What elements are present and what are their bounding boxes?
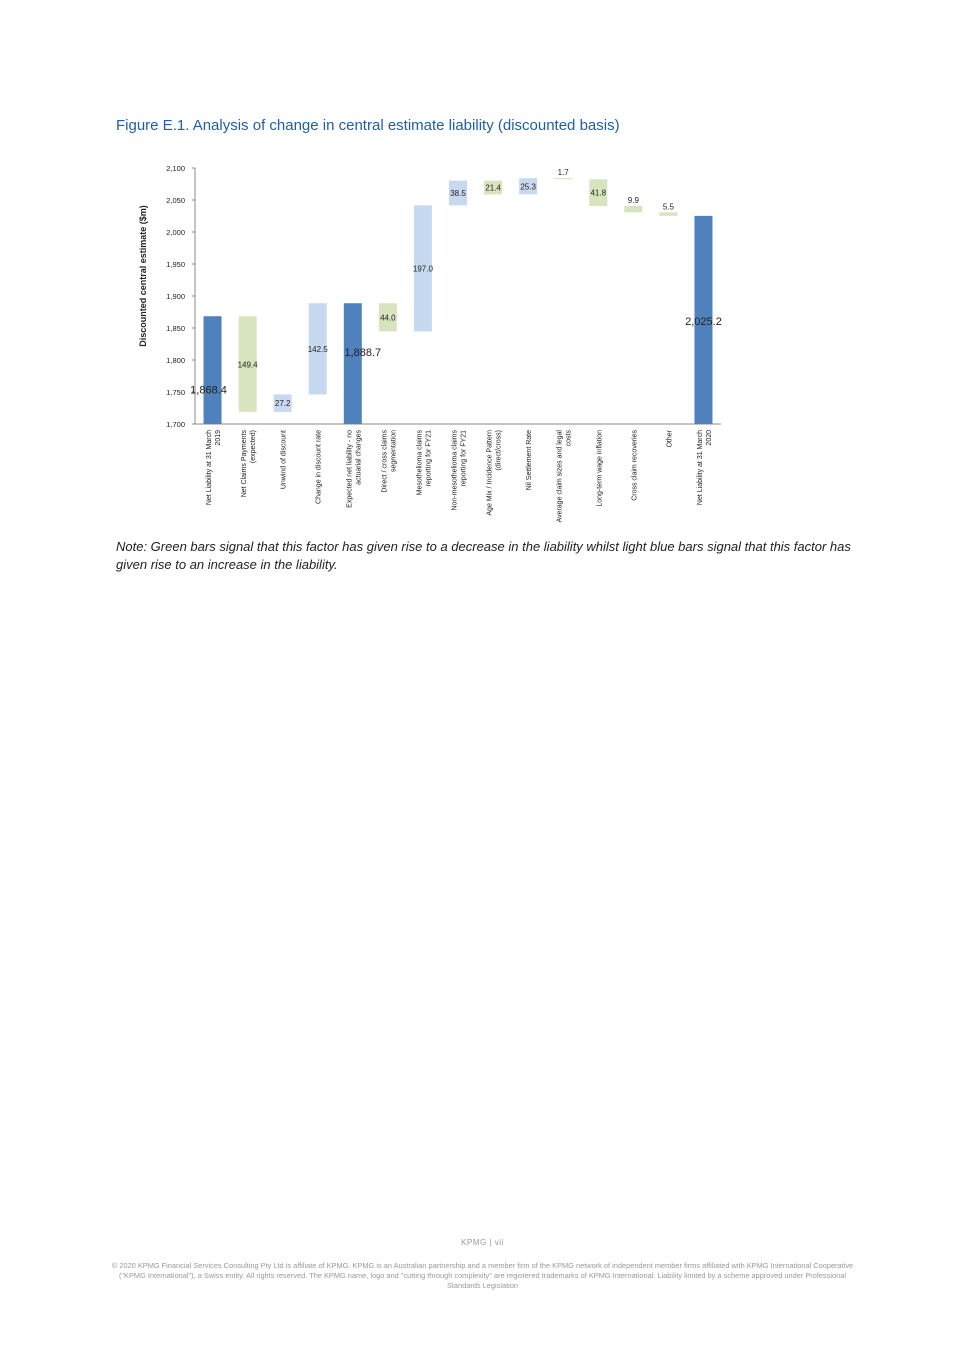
bars-group: [204, 178, 713, 424]
x-category-label: [452, 430, 468, 511]
bar-value-label: 27.2: [274, 399, 291, 409]
x-category-label-line: Change in discount rate: [315, 430, 323, 504]
y-tick-label: 2,100: [166, 164, 185, 173]
x-category-label: [666, 429, 673, 447]
bar-value-label: 197.0: [412, 264, 433, 274]
y-tick-label: 1,850: [166, 324, 185, 333]
x-category-label-line: costs: [565, 430, 573, 447]
x-category-label-line: Average claim sizes and legal: [556, 430, 564, 523]
x-category-label-line: Cross claim recoveries: [631, 430, 639, 501]
y-tick-label: 1,900: [166, 292, 185, 301]
x-category-label-line: reporting for FY21: [425, 430, 433, 487]
x-axis-labels-group: [206, 429, 713, 522]
x-category-label-line: (expected): [250, 430, 258, 464]
x-category-label-line: 2019: [215, 430, 223, 446]
bar-value-label: 38.5: [450, 188, 466, 198]
waterfall-chart: [0, 0, 965, 530]
x-category-label-line: Unwind of discount: [280, 430, 288, 490]
x-category-label: [416, 430, 432, 496]
bar-value-label: 2,025.2: [685, 315, 722, 328]
x-category-label-line: Direct / cross claims: [381, 430, 389, 493]
bar-value-label: 44.0: [380, 313, 396, 323]
x-category-label-line: Long-term wage inflation: [596, 430, 604, 507]
x-category-label: [631, 430, 638, 501]
x-category-label: [316, 430, 323, 504]
y-tick-label: 1,950: [166, 260, 185, 269]
figure-title: Figure E.1. Analysis of change in central estimate liability (discounted basis): [116, 117, 620, 134]
x-category-label: [281, 430, 288, 489]
x-category-label: [346, 430, 362, 508]
x-category-label-line: Net Liability at 31 March: [696, 430, 704, 506]
page-number: KPMG | vii: [461, 1238, 504, 1247]
x-category-label: [381, 430, 397, 493]
y-axis-label: Discounted central estimate ($m): [138, 205, 148, 347]
x-category-label-line: Non-mesothelioma claims: [451, 430, 459, 511]
bar-decrease: [659, 212, 677, 216]
bar-value-label: 5.5: [662, 202, 674, 212]
bar-value-label: 1,868.4: [190, 384, 227, 397]
bar-total: [204, 316, 222, 424]
bar-value-label: 9.9: [627, 196, 639, 206]
x-category-label: [526, 430, 533, 490]
x-category-label-line: Net Claims Payments: [241, 430, 249, 498]
y-tick-label: 2,000: [166, 228, 185, 237]
y-tick-label: 2,050: [166, 196, 185, 205]
x-category-label: [557, 430, 573, 523]
x-category-label-line: 2020: [705, 430, 713, 446]
figure-note: Note: Green bars signal that this factor has given rise to a decrease in the liability whilst light blue bars signal that this factor has given rise to an increase in the liability.: [116, 539, 851, 572]
bar-value-label: 25.3: [520, 182, 536, 192]
bar-decrease: [554, 178, 572, 179]
x-category-label-line: actuarial changes: [355, 430, 363, 485]
x-category-label-line: Expected net liability - no: [346, 430, 354, 508]
x-category-label-line: Nil Settlement Rate: [526, 430, 534, 491]
x-category-label: [241, 430, 257, 498]
x-category-label-line: Age Mix / Incidence Pattern: [486, 430, 494, 516]
x-category-label-line: (direct/cross): [495, 430, 503, 471]
x-category-label-line: reporting for FY21: [460, 430, 468, 487]
bar-value-label: 1.7: [557, 168, 569, 178]
y-tick-label: 1,700: [166, 420, 185, 429]
bar-decrease: [624, 206, 642, 212]
bar-value-label: 149.4: [237, 360, 258, 370]
bar-value-label: 142.5: [307, 344, 328, 354]
x-category-label-line: Mesothelioma claims: [416, 430, 424, 496]
x-category-label: [206, 430, 222, 505]
bar-value-label: 1,888.7: [344, 347, 382, 360]
y-tick-label: 1,750: [166, 388, 185, 397]
x-category-label: [596, 430, 603, 507]
bar-total: [344, 303, 362, 424]
x-category-label-line: segmentation: [390, 430, 398, 473]
x-category-label: [697, 430, 713, 505]
y-tick-label: 1,800: [166, 356, 185, 365]
x-category-label-line: Other: [666, 430, 674, 448]
x-category-label-line: Net Liability at 31 March: [206, 430, 214, 506]
bar-value-label: 41.8: [590, 188, 607, 198]
x-category-label: [487, 430, 503, 516]
copyright-text: © 2020 KPMG Financial Services Consulting Pty Ltd is affiliate of KPMG. KPMG is an Australian partnership and a member firm of the KPMG network of independent member firms affiliated with KPMG International Cooperative ("KPMG International"), a Swiss entity. All rights reserved. The KPMG name, logo and "cutting through complexity" are registered trademarks of KPMG International. Liability limited by a scheme approved under Professional Standards Legislation: [111, 1261, 854, 1290]
bar-value-label: 21.4: [485, 183, 501, 193]
